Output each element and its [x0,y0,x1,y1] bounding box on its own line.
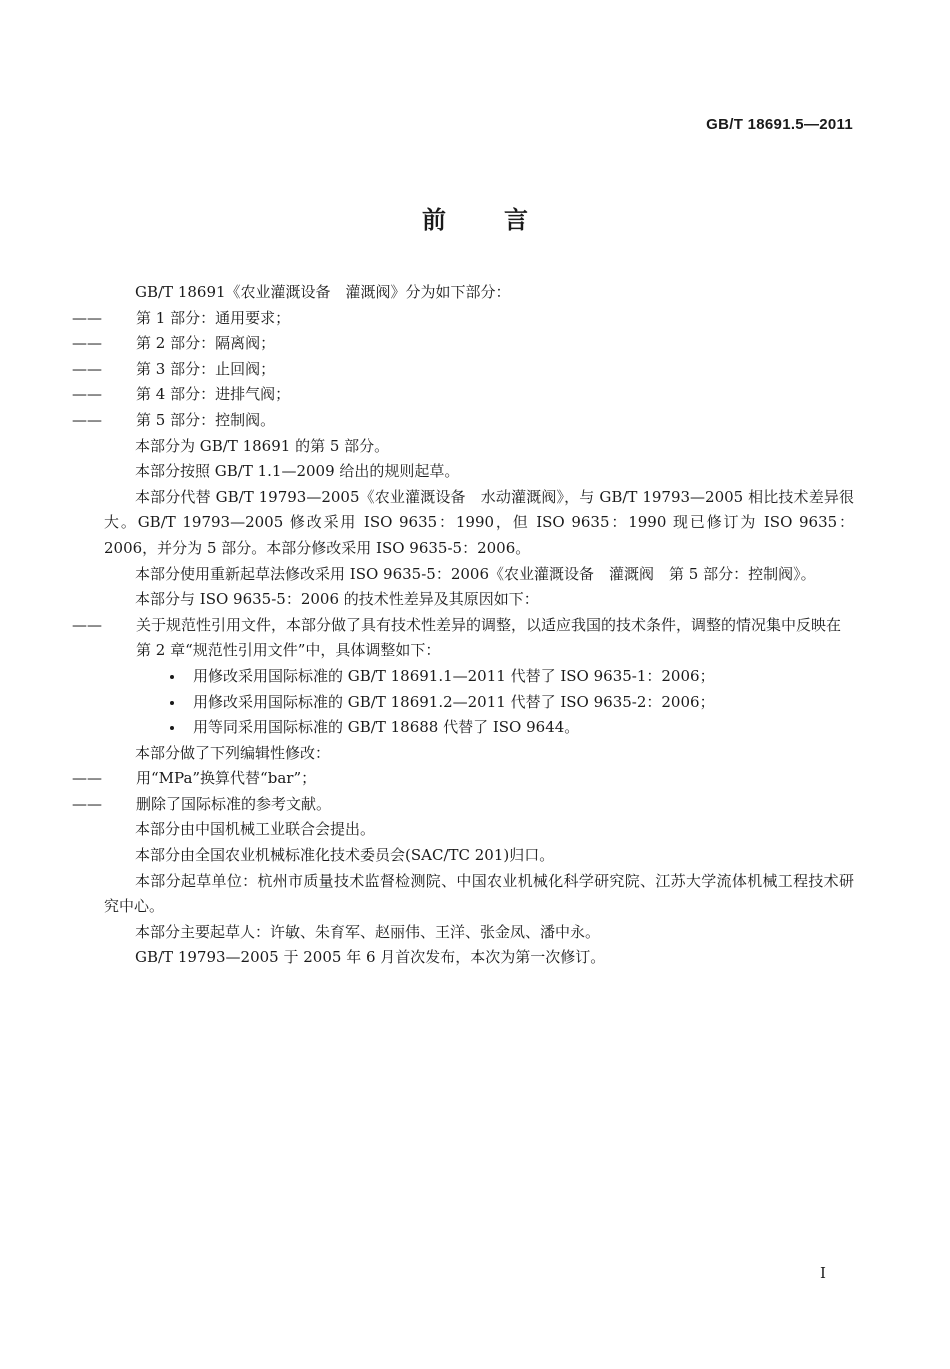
bullet-text: 用修改采用国际标准的 GB/T 18691.2—2011 代替了 ISO 9635-2：2006； [193,692,715,711]
list-item [72,331,854,357]
edit-text: 删除了国际标准的参考文献。 [136,794,332,813]
paragraph-managed: 本部分由全国农业机械标准化技术委员会(SAC/TC 201)归口。 [135,846,555,865]
bullet-text: 用修改采用国际标准的 GB/T 18691.1—2011 代替了 ISO 9635-1：2006； [193,666,715,685]
paragraph-intro: GB/T 18691《农业灌溉设备 灌溉阀》分为如下部分： [135,283,511,301]
bullet-item [166,715,854,741]
dash-mark: —— [72,308,102,327]
paragraph-history: GB/T 19793—2005 于 2005 年 6 月首次发布，本次为第一次修订。 [135,948,606,967]
page-title: 前言 [422,205,586,234]
part-label: 第 4 部分：进排气阀； [136,385,291,404]
paragraph-part5: 本部分为 GB/T 18691 的第 5 部分。 [135,436,390,455]
list-item [72,306,854,332]
paragraph-proposed: 本部分由中国机械工业联合会提出。 [135,820,376,839]
dash-mark: —— [72,794,102,813]
part-label: 第 2 部分：隔离阀； [136,334,276,353]
list-item [72,408,854,434]
difference-text: 关于规范性引用文件，本部分做了具有技术性差异的调整，以适应我国的技术条件，调整的情况集中反映在第 2 章“规范性引用文件”中，具体调整如下： [136,615,842,660]
part-label: 第 1 部分：通用要求； [136,308,291,327]
list-item [72,766,854,792]
dash-mark: —— [72,334,102,353]
bullet-item [166,690,854,716]
dash-mark: —— [72,385,102,404]
list-item [72,792,854,818]
bullet-dot-icon [170,701,174,705]
bullet-dot-icon [170,726,174,730]
edit-text: 用“MPa”换算代替“bar”； [136,769,317,788]
list-item [72,613,854,664]
paragraph-rules: 本部分按照 GB/T 1.1—2009 给出的规则起草。 [135,462,460,481]
foreword-body [72,280,854,971]
dash-mark: —— [72,615,102,634]
paragraph-replace: 本部分代替 GB/T 19793—2005《农业灌溉设备 水动灌溉阀》，与 GB/T 19793—2005 相比技术差异很大。GB/T 19793—2005 修改采用 ISO 9635：1990，但 ISO 9635：1990 现已修订为 ISO 9635：2006，并分为 5 部分。本部分修改采用 ISO 9635-5：2006。 [104,487,854,557]
page-number: I [820,1264,826,1282]
dash-mark: —— [72,410,102,429]
part-label: 第 5 部分：控制阀。 [136,410,276,429]
dash-mark: —— [72,359,102,378]
paragraph-drafters: 本部分主要起草人：许敏、朱育军、赵丽伟、王洋、张金凤、潘中永。 [135,922,601,941]
paragraph-redraft: 本部分使用重新起草法修改采用 ISO 9635-5：2006《农业灌溉设备 灌溉阀 第 5 部分：控制阀》。 [135,564,816,583]
list-item [72,382,854,408]
bullet-item [166,664,854,690]
paragraph-editorial: 本部分做了下列编辑性修改： [135,743,331,762]
dash-mark: —— [72,769,102,788]
standard-code: GB/T 18691.5—2011 [706,116,853,133]
paragraph-differences: 本部分与 ISO 9635-5：2006 的技术性差异及其原因如下： [135,590,539,609]
bullet-text: 用等同采用国际标准的 GB/T 18688 代替了 ISO 9644。 [193,718,580,737]
paragraph-drafting-units: 本部分起草单位：杭州市质量技术监督检测院、中国农业机械化科学研究院、江苏大学流体机械工程技术研究中心。 [104,871,854,916]
part-label: 第 3 部分：止回阀； [136,359,276,378]
bullet-dot-icon [170,675,174,679]
list-item [72,357,854,383]
